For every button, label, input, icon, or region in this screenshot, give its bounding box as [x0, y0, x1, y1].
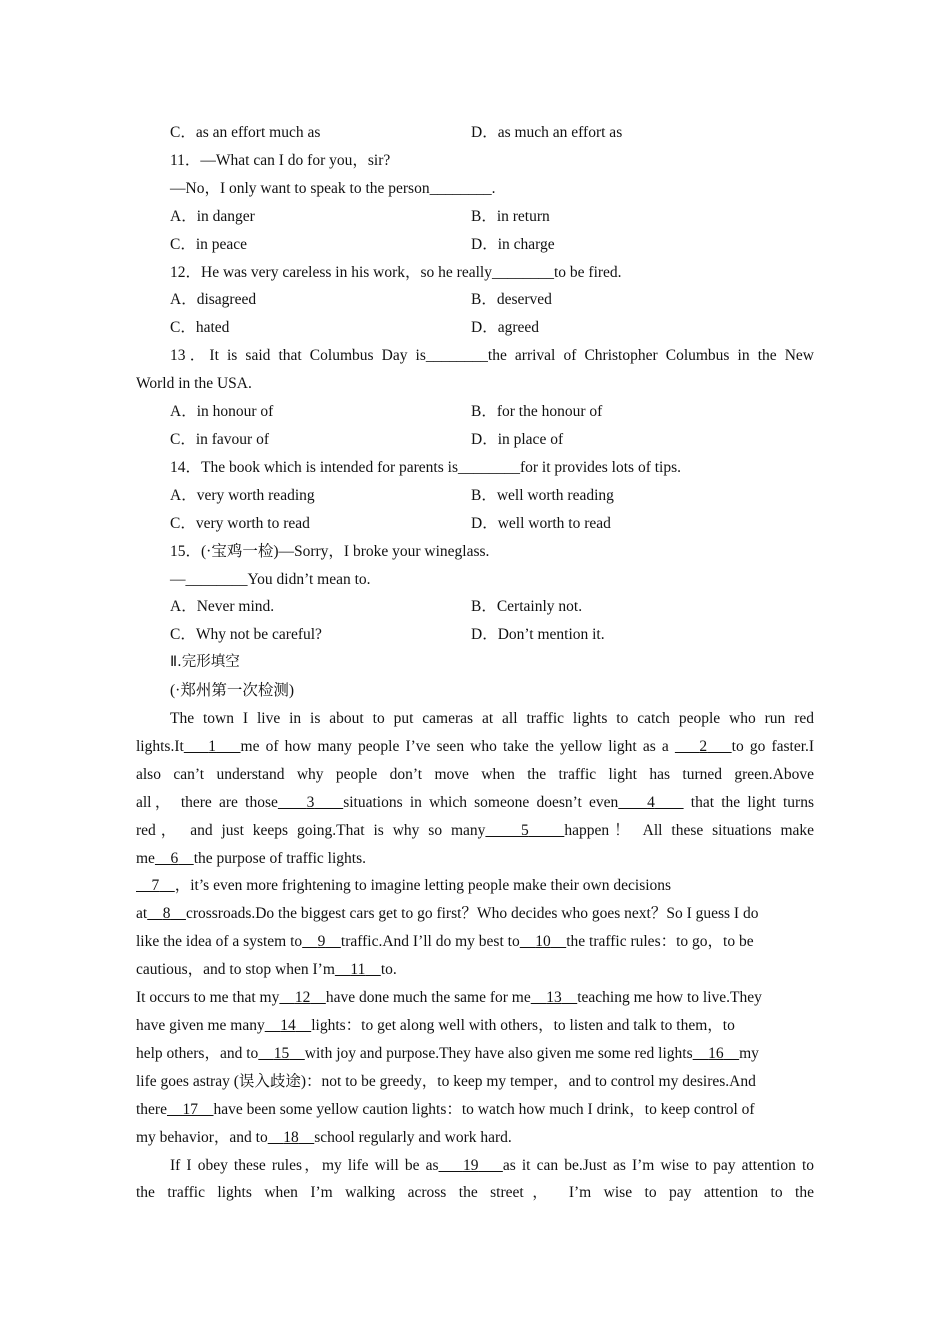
- blank-16: 16: [708, 1044, 724, 1062]
- q15-option-b: B．Certainly not.: [471, 598, 583, 616]
- passage-line: If I obey these rules，my life will be as 19 as it can be.Just as I’m wise to pay attention to: [170, 1156, 814, 1174]
- q11-stem: 11．—What can I do for you，sir?: [170, 151, 391, 169]
- q13-option-a: A．in honour of: [170, 403, 274, 421]
- q13-option-b: B．for the honour of: [471, 403, 603, 421]
- blank-10: 10: [535, 933, 551, 951]
- q10-options-cd: [136, 119, 814, 147]
- q14-option-d: D．well worth to read: [471, 514, 611, 532]
- q15-option-c: C．Why not be careful?: [170, 626, 322, 644]
- passage-line: help others，and to 15 with joy and purpose.They have also given me some red lights 16 my: [136, 1040, 814, 1068]
- q13-options-cd: [136, 426, 814, 454]
- q15-dialog-line: —________You didn’t mean to.: [170, 570, 371, 588]
- blank-15: 15: [273, 1044, 290, 1062]
- q14-stem: 14．The book which is intended for parents is________for it provides lots of tips.: [170, 458, 682, 476]
- passage-line: the traffic lights when I’m walking across the street， I’m wise to pay attention to the: [136, 1184, 814, 1202]
- q15-options-ab: [136, 593, 814, 621]
- q11-options-cd: [136, 231, 814, 259]
- passage-line: have given me many 14 lights：to get along well with others，to listen and talk to them，to: [136, 1012, 814, 1040]
- q14-option-a: A．very worth reading: [170, 486, 315, 504]
- q15-option-d: D．Don’t mention it.: [471, 626, 605, 644]
- passage-line: at 8 crossroads.Do the biggest cars get to go first？Who decides who goes next？So I guess I do: [136, 900, 814, 928]
- q14-options-ab: [136, 482, 814, 510]
- document-page: [136, 119, 814, 1207]
- passage-line: 7 ，it’s even more frightening to imagine letting people make their own decisions: [136, 872, 814, 900]
- blank-6: 6: [170, 849, 179, 867]
- q14-option-c: C．very worth to read: [170, 514, 310, 532]
- q13-option-d: D．in place of: [471, 430, 564, 448]
- q11-options-ab: [136, 203, 814, 231]
- blank-12: 12: [294, 989, 311, 1007]
- blank-4: 4: [647, 793, 655, 811]
- passage-line: also can’t understand why people don’t move when the traffic light has turned green.Above: [136, 765, 814, 783]
- q13-stem-line2: World in the USA.: [136, 375, 252, 393]
- blank-1: 1: [208, 737, 217, 755]
- passage-line: there 17 have been some yellow caution lights：to watch how much I drink，to keep control of: [136, 1096, 814, 1124]
- q12-option-d: D．agreed: [471, 319, 539, 337]
- section-title: Ⅱ.完形填空: [170, 654, 240, 671]
- q12-stem: 12．He was very careless in his work，so he really________to be fired.: [170, 263, 622, 281]
- passage-line: lights.It 1 me of how many people I’ve seen who take the yellow light as a 2 to go faster.I: [136, 737, 815, 755]
- q12-options-ab: [136, 286, 814, 314]
- passage-line: all， there are those 3 situations in which someone doesn’t even 4 that the light turns: [136, 793, 815, 811]
- q13-option-c: C．in favour of: [170, 430, 270, 448]
- passage-line: me 6 the purpose of traffic lights.: [136, 845, 814, 873]
- q14-option-b: B．well worth reading: [471, 486, 614, 504]
- q14-options-cd: [136, 510, 814, 538]
- q12-options-cd: [136, 314, 814, 342]
- passage-line: like the idea of a system to 9 traffic.And I’ll do my best to 10 the traffic rules：to go，to be: [136, 928, 814, 956]
- q11-option-a: A．in danger: [170, 207, 255, 225]
- blank-17: 17: [182, 1100, 198, 1118]
- blank-7: 7: [151, 877, 160, 895]
- q11-option-c: C．in peace: [170, 235, 248, 253]
- blank-11: 11: [350, 961, 366, 979]
- blank-13: 13: [546, 989, 562, 1007]
- passage-line: It occurs to me that my 12 have done much the same for me 13 teaching me how to live.They: [136, 984, 814, 1012]
- blank-19: 19: [462, 1156, 479, 1174]
- passage-line: my behavior，and to 18 school regularly and work hard.: [136, 1124, 814, 1152]
- q15-options-cd: [136, 621, 814, 649]
- q15-option-a: A．Never mind.: [170, 598, 275, 616]
- passage-line: cautious，and to stop when I’m 11 to.: [136, 956, 814, 984]
- q11-option-b: B．in return: [471, 207, 550, 225]
- q10-option-c: C．as an effort much as: [170, 124, 321, 141]
- q11-option-d: D．in charge: [471, 235, 555, 253]
- q12-option-c: C．hated: [170, 319, 230, 337]
- q12-option-b: B．deserved: [471, 291, 552, 309]
- passage-line: The town I live in is about to put cameras at all traffic lights to catch people who run red: [170, 710, 814, 728]
- blank-14: 14: [280, 1017, 296, 1034]
- blank-5: 5: [521, 821, 529, 839]
- q11-dialog-line: —No，I only want to speak to the person________.: [170, 179, 496, 197]
- q15-stem: 15．(·宝鸡一检)—Sorry，I broke your wineglass.: [170, 542, 490, 560]
- blank-8: 8: [162, 905, 171, 923]
- q13-stem-line1: 13．It is said that Columbus Day is________the arrival of Christopher Columbus in the New: [170, 347, 814, 365]
- q12-option-a: A．disagreed: [170, 291, 257, 309]
- blank-3: 3: [306, 793, 315, 811]
- blank-2: 2: [699, 737, 708, 755]
- passage-line: red， and just keeps going.That is why so many 5 happen！ All these situations make: [136, 821, 815, 839]
- q13-options-ab: [136, 398, 814, 426]
- blank-9: 9: [317, 933, 326, 951]
- passage-line: life goes astray (误入歧途)：not to be greedy，to keep my temper，and to control my desires.And: [136, 1072, 756, 1090]
- q10-option-d: D．as much an effort as: [471, 124, 623, 141]
- blank-18: 18: [283, 1128, 299, 1146]
- section-source: (·郑州第一次检测): [170, 682, 294, 700]
